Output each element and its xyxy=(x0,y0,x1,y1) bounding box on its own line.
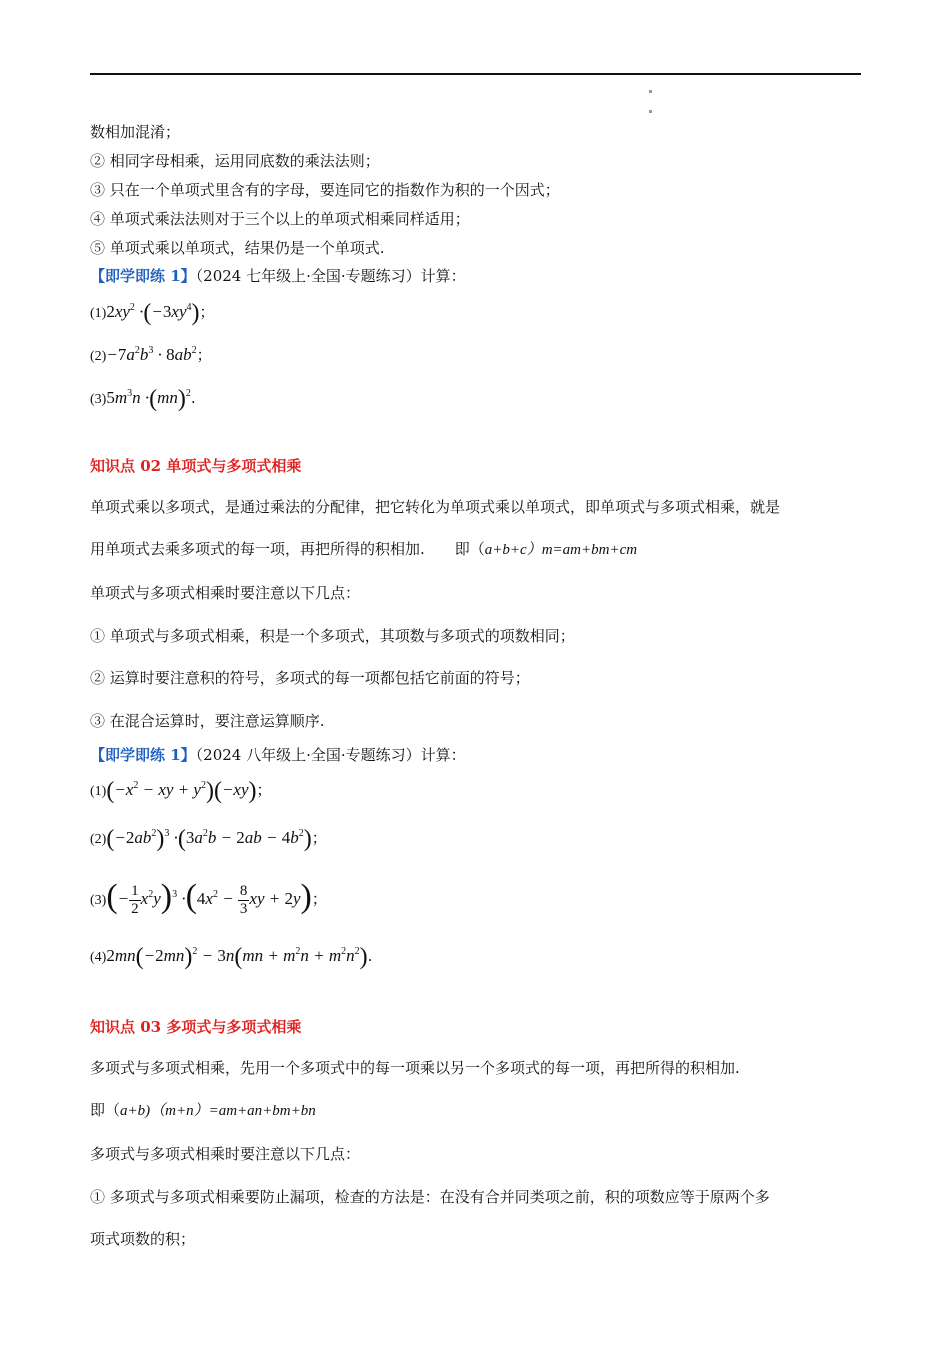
exercise-item: $(2)(-2ab^2)^3 \cdot(3a^2b - 2ab - 4b^2)$； xyxy=(90,826,327,852)
practice-source: （2024 八年级上·全国·专题练习）计算： xyxy=(195,746,466,764)
section-title: 知识点 02 单项式与多项式相乘 xyxy=(90,457,302,475)
formula: a+b)（m+n）=am+an+bm+bn xyxy=(120,1103,316,1119)
math-expression: $-7a^2b^3 \cdot 8ab^2$ xyxy=(106,345,197,364)
note-heading: 多项式与多项式相乘时要注意以下几点： xyxy=(90,1145,361,1163)
text-line: ② 相同字母相乘，运用同底数的乘法法则； xyxy=(90,152,380,170)
math-expression: $2mn(-2mn)^2 - 3n(mn + m^2n + m^2n^2)$ xyxy=(106,944,368,970)
note: ② 运算时要注意积的符号，多项式的每一项都包括它前面的符号； xyxy=(90,669,530,687)
exercise-item: $(4)2mn(-2mn)^2 - 3n(mn + m^2n + m^2n^2)$. xyxy=(90,944,373,970)
page-marker-dot xyxy=(649,90,652,93)
math-expression: (− $\frac{1}{2}$ $x^2y)^3 \cdot(4x^2$ − $\frac{8}{3}$ xy + 2y) xyxy=(106,878,312,917)
header-rule xyxy=(90,73,861,75)
note: 项式项数的积； xyxy=(90,1230,196,1248)
exercise-item: $(3)5m^3n \cdot(mn)^2$. xyxy=(90,386,196,412)
formula: a+b+c）m=am+bm+cm xyxy=(484,542,638,558)
practice-source: （2024 七年级上·全国·专题练习）计算： xyxy=(195,267,466,285)
practice-label: 【即学即练 1】 xyxy=(90,746,196,764)
note-heading: 单项式与多项式相乘时要注意以下几点： xyxy=(90,584,361,602)
page-marker-dot xyxy=(649,110,652,113)
text-line: ④ 单项式乘法法则对于三个以上的单项式相乘同样适用； xyxy=(90,210,470,228)
paragraph: 多项式与多项式相乘，先用一个多项式中的每一项乘以另一个多项式的每一项，再把所得的积相加. xyxy=(90,1059,740,1077)
section-title: 知识点 03 多项式与多项式相乘 xyxy=(90,1018,302,1036)
paragraph: 即（a+b)（m+n）=am+an+bm+bn xyxy=(90,1101,316,1119)
practice-heading xyxy=(90,266,466,286)
practice-label: 【即学即练 1】 xyxy=(90,267,196,285)
text-line: 数相加混淆； xyxy=(90,123,181,141)
paragraph: 用单项式去乘多项式的每一项，再把所得的积相加. 即（a+b+c）m=am+bm+cm xyxy=(90,540,638,558)
math-expression: ($-x^2$ − xy + $y^2)(-xy)$ xyxy=(106,778,257,804)
text-line: ③ 只在一个单项式里含有的字母，要连同它的指数作为积的一个因式； xyxy=(90,181,560,199)
exercise-item: $(1)2xy^2 \cdot(-3xy^4)$； xyxy=(90,300,215,326)
practice-heading xyxy=(90,745,466,765)
note: ① 单项式与多项式相乘，积是一个多项式，其项数与多项式的项数相同； xyxy=(90,627,575,645)
exercise-item: $(2)-7a^2b^3 \cdot 8ab^2$； xyxy=(90,345,212,364)
math-expression: $2xy^2 \cdot(-3xy^4)$ xyxy=(106,300,200,326)
note: ③ 在混合运算时，要注意运算顺序. xyxy=(90,712,325,730)
paragraph: 单项式乘以多项式，是通过乘法的分配律，把它转化为单项式乘以单项式，即单项式与多项式相乘，就是 xyxy=(90,498,781,516)
exercise-item: (3)(− $\frac{1}{2}$ $x^2y)^3 \cdot(4x^2$ − $\frac{8}{3}$ xy + 2y)； xyxy=(90,878,327,917)
math-expression: $5m^3n \cdot(mn)^2$ xyxy=(106,386,191,412)
math-expression: $(-2ab^2)^3 \cdot(3a^2b - 2ab - 4b^2)$ xyxy=(106,826,312,852)
exercise-item: $(1)(-x^2$ − xy + $y^2)(-xy)$； xyxy=(90,778,272,804)
text-line: ⑤ 单项式乘以单项式，结果仍是一个单项式. xyxy=(90,239,385,257)
note: ① 多项式与多项式相乘要防止漏项，检查的方法是：在没有合并同类项之前，积的项数应等于原两个多 xyxy=(90,1188,770,1206)
